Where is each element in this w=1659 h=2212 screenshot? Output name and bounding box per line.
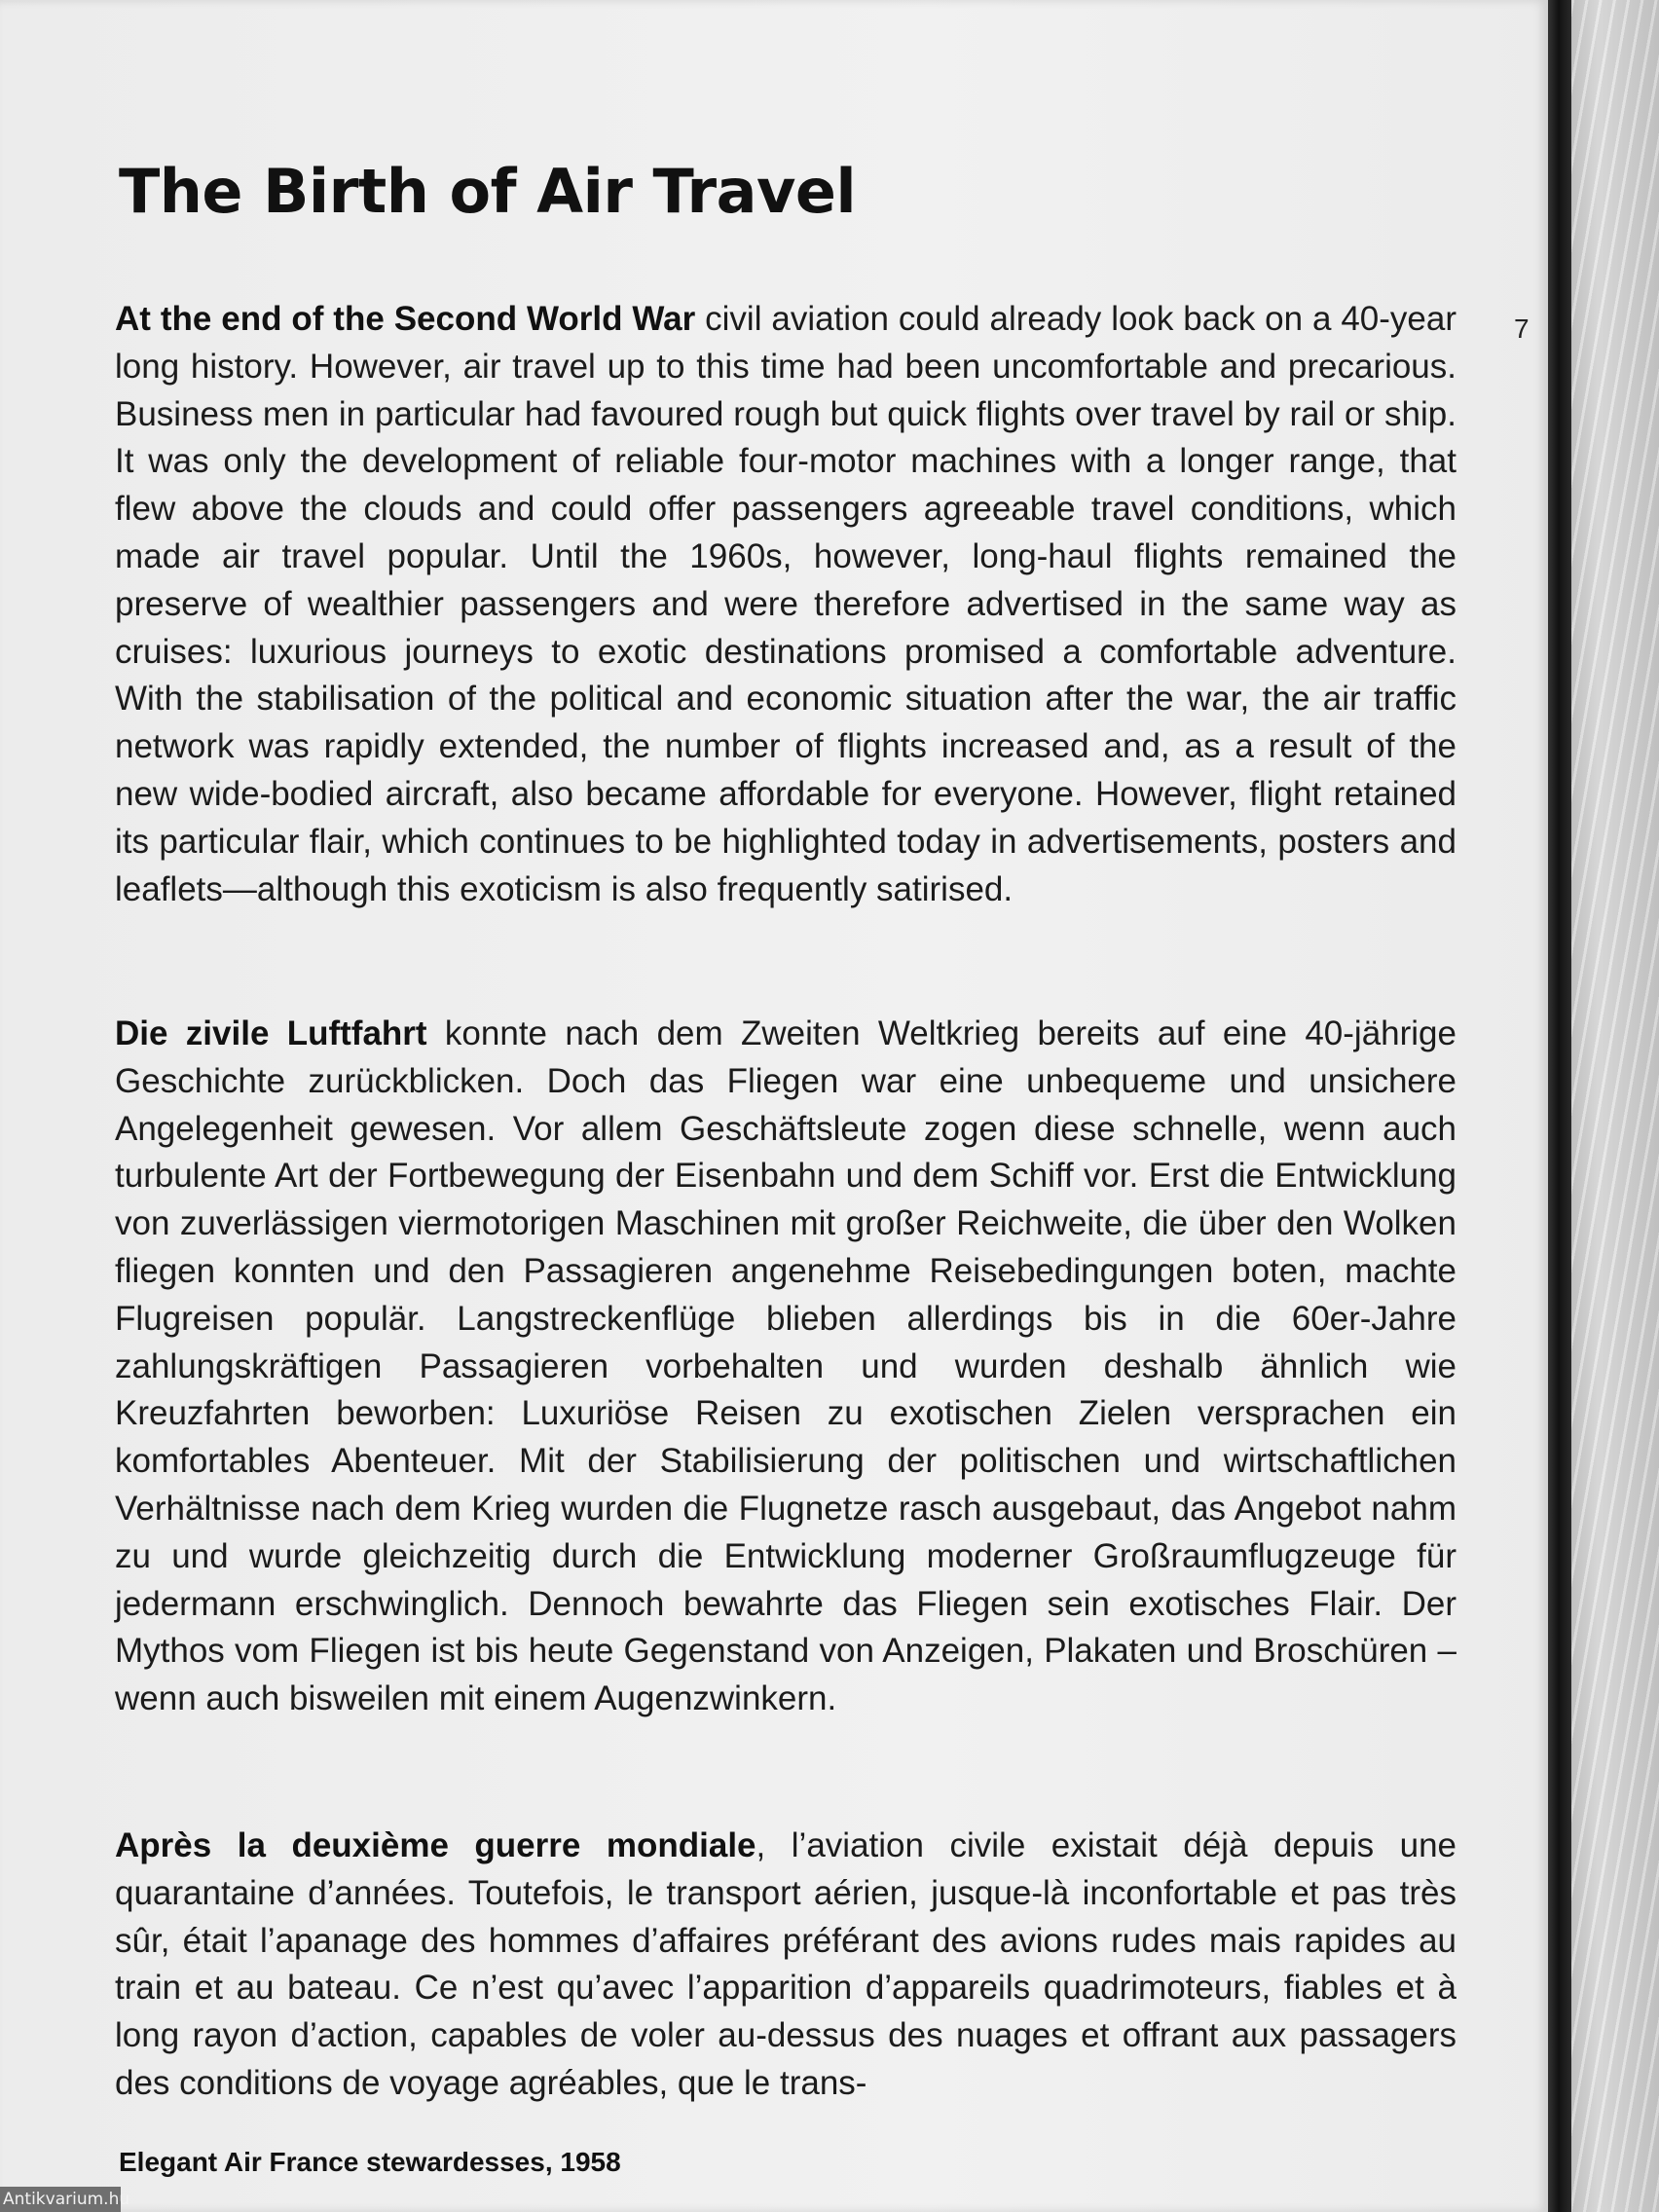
paragraph-english-lead: At the end of the Second World War bbox=[115, 300, 696, 338]
paragraph-german-body: konnte nach dem Zweiten Weltkrieg bereits auf eine 40-jährige Geschichte zurückblicken. Doch das Fliegen war eine unbequeme und unsichere Angelegenheit gewesen. Vor allem Geschäftsleute zogen diese schnelle, wenn auch turbulente Art der Fortbewegung der Eisenbahn und dem Schiff vor. Erst die Entwicklung von zuverlässigen viermotorigen Maschinen mit großer Reichweite, die über den Wolken fliegen konnten und den Passagieren angenehme Reisebedingungen boten, machte Flugreisen populär. Langstreckenflüge blieben allerdings bis in die 60er-Jahre zahlungskräftigen Passagieren vorbehalten und wurden deshalb ähnlich wie Kreuzfahrten beworben: Luxuriöse Reisen zu exotischen Zielen versprachen ein komfortables Abenteuer. Mit der Stabilisierung der politischen und wirtschaftlichen Verhältnisse nach dem Krieg wurden die Flugnetze rasch ausgebaut, das Angebot nahm zu und wurde gleichzeitig durch die Entwicklung moderner Großraumflugzeuge für jedermann erschwinglich. Dennoch bewahrte das Fliegen sein exotisches Flair. Der Mythos vom Fliegen ist bis heute Gegenstand von Anzeigen, Plakaten und Broschüren – wenn auch bisweilen mit einem Augenzwinkern. bbox=[115, 1014, 1456, 1718]
paragraph-french-body: , l’aviation civile existait déjà depuis une quarantaine d’années. Toutefois, le transport aérien, jusque-là inconfortable et pas très sûr, était l’apanage des hommes d’affaires préférant des avions rudes mais rapides au train et au bateau. Ce n’est qu’avec l’apparition d’appareils quadrimoteurs, fiables et à long rayon d’action, capables de voler au-dessus des nuages et offrant aux passagers des conditions de voyage agréables, que le trans- bbox=[115, 1826, 1456, 2102]
watermark: Antikvarium.hu bbox=[0, 2187, 121, 2212]
paragraph-english-body: civil aviation could already look back on a 40-year long history. However, air travel up to this time had been uncomfortable and precarious. Business men in particular had favoured rough but quick flights over travel by rail or ship. It was only the development of reliable four-motor machines with a longer range, that flew above the clouds and could offer passengers agreeable travel conditions, which made air travel popular. Until the 1960s, however, long-haul flights remained the preserve of wealthier passengers and were therefore advertised in the same way as cruises: luxurious journeys to exotic destinations promised a comfortable adventure. With the stabilisation of the political and economic situation after the war, the air traffic network was rapidly extended, the number of flights increased and, as a result of the new wide-bodied aircraft, also became affordable for everyone. However, flight retained its particular flair, which continues to be highlighted today in advertisements, posters and leaflets—although this exoticism is also frequently satirised. bbox=[115, 300, 1457, 908]
page-number: 7 bbox=[1514, 313, 1530, 344]
book-spine bbox=[1546, 0, 1571, 2212]
page-title: The Birth of Air Travel bbox=[119, 156, 857, 227]
background-surface bbox=[1558, 0, 1659, 2212]
paragraph-german-lead: Die zivile Luftfahrt bbox=[115, 1014, 427, 1052]
paragraph-french bbox=[115, 1823, 1456, 2113]
paragraph-english bbox=[115, 296, 1456, 913]
image-caption: Elegant Air France stewardesses, 1958 bbox=[119, 2147, 621, 2177]
paragraph-french-lead: Après la deuxième guerre mondiale bbox=[115, 1826, 756, 1864]
paragraph-german bbox=[115, 1011, 1456, 1723]
